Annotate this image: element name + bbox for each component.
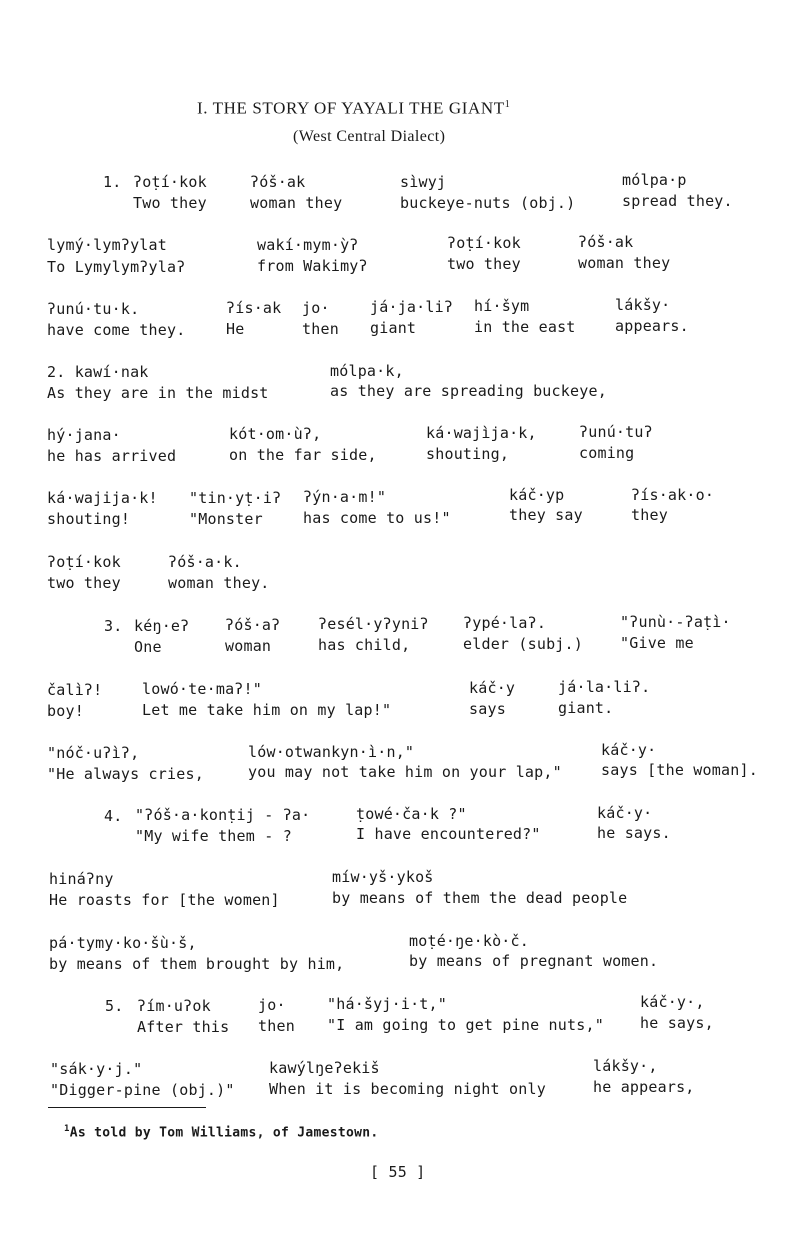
gloss: then <box>258 1017 295 1035</box>
native-word: káč·y· <box>597 804 653 822</box>
native-word: jo· <box>258 996 286 1014</box>
gloss: have come they. <box>47 321 186 339</box>
gloss: "He always cries, <box>47 765 204 783</box>
gloss: they say <box>509 506 583 524</box>
gloss: two they <box>447 255 521 273</box>
gloss: two they <box>47 574 121 592</box>
native-word: pá·tymy·ko·šù·š, <box>49 934 197 952</box>
gloss: giant <box>370 319 417 337</box>
gloss: "My wife them - ? <box>135 827 292 845</box>
gloss: Two they <box>133 194 207 212</box>
verse-number: 5. <box>105 997 124 1015</box>
gloss: has child, <box>318 636 411 654</box>
native-word: hý·jana· <box>47 426 121 444</box>
native-word: ká·wajija·k! <box>47 489 158 507</box>
native-word: lymý·lymʔylat <box>47 236 167 254</box>
gloss: shouting, <box>426 445 510 463</box>
native-word: ʔoṭí·kok <box>447 234 521 252</box>
gloss: by means of pregnant women. <box>409 952 659 970</box>
gloss: elder (subj.) <box>463 635 583 653</box>
native-word: "tin·yṭ·iʔ <box>189 489 282 507</box>
verse-number: 3. <box>104 617 123 635</box>
native-word: lákšy· <box>615 296 671 314</box>
gloss: woman <box>225 637 272 655</box>
gloss: by means of them the dead people <box>332 889 628 907</box>
gloss: buckeye-nuts (obj.) <box>400 194 576 212</box>
story-title: I. THE STORY OF YAYALI THE GIANT$^1$ <box>197 98 511 118</box>
native-word: čalìʔ! <box>47 681 103 699</box>
native-word: hí·šym <box>474 297 530 315</box>
gloss: woman they <box>250 194 343 212</box>
native-word: wakí·mym·ỳʔ <box>257 236 359 254</box>
gloss: shouting! <box>47 510 131 528</box>
native-word: moṭé·ŋe·kò·č. <box>409 932 529 950</box>
native-word: káč·yp <box>509 486 565 504</box>
gloss: He <box>226 320 245 338</box>
gloss: woman they. <box>168 574 270 592</box>
gloss: he appears, <box>593 1078 695 1096</box>
native-word: káč·y· <box>601 741 657 759</box>
verse-number: 1. <box>103 173 122 191</box>
gloss: boy! <box>47 702 84 720</box>
gloss: I have encountered?" <box>356 825 541 843</box>
gloss: they <box>631 506 668 524</box>
footnote <box>64 1120 379 1142</box>
native-word: "há·šyj·i·t," <box>327 995 447 1013</box>
page-number: [ 55 ] <box>370 1163 426 1181</box>
native-word: "ʔunù·-ʔaṭì· <box>620 613 731 631</box>
gloss: After this <box>137 1018 230 1036</box>
native-word: já·la·liʔ. <box>558 678 651 696</box>
native-word: mólpa·p <box>622 171 687 189</box>
native-word: ʔunú·tu·k. <box>47 300 140 318</box>
native-word: ṭowé·ča·k ?" <box>356 805 467 823</box>
native-word: ʔypé·laʔ. <box>463 614 547 632</box>
native-word: ʔoṭí·kok <box>133 173 207 191</box>
gloss: coming <box>579 444 635 462</box>
native-word: ʔím·uʔok <box>137 997 211 1015</box>
gloss: giant. <box>558 699 614 717</box>
gloss: appears. <box>615 317 689 335</box>
native-word: káč·y·, <box>640 993 705 1011</box>
native-word: lowó·te·maʔ!" <box>142 680 262 698</box>
native-word: ʔís·ak <box>226 299 282 317</box>
native-word: ʔóš·a·k. <box>168 553 242 571</box>
native-word: 2. kawí·nak <box>47 363 149 381</box>
gloss: To Lymylymʔylaʔ <box>47 258 186 276</box>
dialect-subtitle: (West Central Dialect) <box>293 128 446 145</box>
gloss: from Wakimyʔ <box>257 257 368 275</box>
gloss: he says, <box>640 1014 714 1032</box>
gloss: "I am going to get pine nuts," <box>327 1016 604 1034</box>
gloss: Let me take him on my lap!" <box>142 701 392 719</box>
native-word: ʔesél·yʔyniʔ <box>318 615 429 633</box>
native-word: ʔóš·ak <box>250 173 306 191</box>
gloss: he says. <box>597 824 671 842</box>
footnote-mark: 1 <box>64 1124 70 1134</box>
native-word: hináʔny <box>49 870 114 888</box>
gloss: "Give me <box>620 634 694 652</box>
gloss: has come to us!" <box>303 509 451 527</box>
native-word: kéŋ·eʔ <box>134 617 190 635</box>
gloss: As they are in the midst <box>47 384 269 402</box>
gloss: by means of them brought by him, <box>49 955 345 973</box>
gloss: as they are spreading buckeye, <box>330 382 607 400</box>
gloss: in the east <box>474 318 576 336</box>
footnote-rule <box>48 1107 206 1108</box>
native-word: mólpa·k, <box>330 362 404 380</box>
native-word: "ʔóš·a·konṭij - ʔa· <box>135 806 311 824</box>
native-word: kót·om·ùʔ, <box>229 425 322 443</box>
native-word: "nóč·uʔìʔ, <box>47 744 140 762</box>
native-word: káč·y <box>469 679 516 697</box>
gloss: then <box>302 320 339 338</box>
native-word: jo· <box>302 299 330 317</box>
footnote-text: As told by Tom Williams, of Jamestown. <box>69 1125 379 1141</box>
gloss: says <box>469 700 506 718</box>
gloss: He roasts for [the women] <box>49 891 280 909</box>
gloss: on the far side, <box>229 446 377 464</box>
gloss: woman they <box>578 254 671 272</box>
native-word: ʔunú·tuʔ <box>579 423 653 441</box>
native-word: ʔóš·ak <box>578 233 634 251</box>
gloss: "Monster <box>189 510 263 528</box>
native-word: sìwyj <box>400 173 447 191</box>
gloss: he has arrived <box>47 447 177 465</box>
native-word: ká·wajìja·k, <box>426 424 537 442</box>
gloss: you may not take him on your lap," <box>248 763 562 781</box>
native-word: míw·yš·ykoš <box>332 868 434 886</box>
native-word: lákšy·, <box>593 1057 658 1075</box>
native-word: ʔís·ak·o· <box>631 486 715 504</box>
native-word: ʔoṭí·kok <box>47 553 121 571</box>
native-word: já·ja·liʔ <box>370 298 454 316</box>
gloss: "Digger-pine (obj.)" <box>50 1081 235 1099</box>
gloss: spread they. <box>622 192 733 210</box>
native-word: ʔóš·aʔ <box>225 616 281 634</box>
gloss: When it is becoming night only <box>269 1080 546 1098</box>
gloss: One <box>134 638 162 656</box>
native-word: lów·otwankyn·ì·n," <box>248 743 415 761</box>
gloss: says [the woman]. <box>601 761 758 779</box>
native-word: "sák·y·j." <box>50 1060 143 1078</box>
verse-number: 4. <box>104 807 123 825</box>
native-word: kawýlŋeʔekiš <box>269 1059 380 1077</box>
native-word: ʔýn·a·m!" <box>303 488 387 506</box>
